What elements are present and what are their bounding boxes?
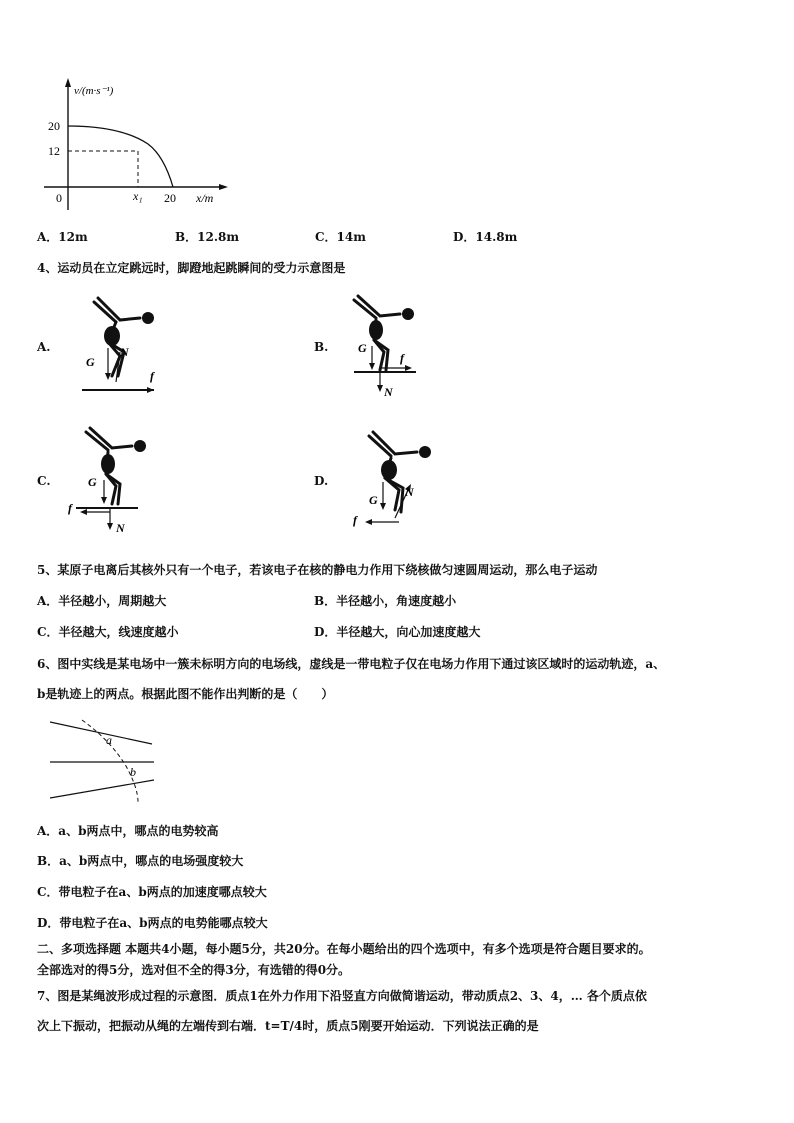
label-n: N xyxy=(405,485,414,499)
label-f: f xyxy=(150,369,154,383)
normal-arrowhead xyxy=(107,523,113,530)
jumper-figure-c xyxy=(66,422,161,537)
q6-option-c: C．带电粒子在a、b两点的加速度哪点较大 xyxy=(37,885,267,899)
q3-option-b: B．12.8m xyxy=(175,230,240,244)
friction-arrowhead xyxy=(405,365,412,371)
label-g: G xyxy=(88,475,97,489)
q5-option-d: D．半径越大，向心加速度越大 xyxy=(314,625,481,639)
velocity-curve xyxy=(68,126,173,187)
label-f: f xyxy=(353,513,357,527)
q5-option-a: A．半径越小，周期越大 xyxy=(37,594,167,608)
q3-option-a: A．12m xyxy=(37,230,88,244)
gravity-arrowhead xyxy=(101,497,107,504)
friction-arrowhead xyxy=(80,509,87,515)
label-n: N xyxy=(384,385,393,399)
tick-y12: 12 xyxy=(48,144,60,158)
q7-stem-line1: 7、图是某绳波形成过程的示意图．质点1在外力作用下沿竖直方向做简谐运动，带动质点2、3、4，… 各个质点依 xyxy=(37,989,647,1003)
q4-label-b: B. xyxy=(314,340,329,354)
point-a-label: a xyxy=(106,733,112,747)
q4-label-d: D. xyxy=(314,474,329,488)
q6-option-d: D．带电粒子在a、b两点的电势能哪点较大 xyxy=(37,916,268,930)
jumper-figure-a xyxy=(72,290,167,400)
label-g: G xyxy=(369,493,378,507)
athlete-torso xyxy=(369,320,383,340)
athlete-torso xyxy=(104,326,120,346)
gravity-arrowhead xyxy=(380,503,386,510)
q7-stem-line2: 次上下振动，把振动从绳的左端传到右端．t=T/4时，质点5刚要开始运动．下列说法正确的是 xyxy=(37,1019,539,1033)
friction-arrowhead xyxy=(147,387,154,393)
label-g: G xyxy=(86,355,95,369)
gravity-arrowhead xyxy=(105,373,111,380)
point-b-label: b xyxy=(130,765,136,779)
field-line-bottom xyxy=(50,780,154,798)
tick-origin: 0 xyxy=(56,191,62,205)
tick-y20: 20 xyxy=(48,119,60,133)
jumper-figure-b xyxy=(350,290,445,400)
athlete-torso xyxy=(381,460,397,480)
field-line-top xyxy=(50,722,152,744)
q4-label-a: A. xyxy=(37,340,51,354)
velocity-position-graph xyxy=(36,72,236,214)
label-n: N xyxy=(120,345,129,359)
athlete-head xyxy=(134,440,146,452)
y-axis-label: v/(m·s⁻¹) xyxy=(74,85,114,97)
athlete-head xyxy=(419,446,431,458)
q6-option-a: A．a、b两点中，哪点的电势较高 xyxy=(37,824,219,838)
label-g: G xyxy=(358,341,367,355)
q3-option-c: C．14m xyxy=(315,230,366,244)
tick-x20: 20 xyxy=(164,191,176,205)
x-axis-arrow xyxy=(219,184,228,190)
q5-option-c: C．半径越大，线速度越小 xyxy=(37,625,179,639)
q6-stem-line2: b是轨迹上的两点。根据此图不能作出判断的是（ ） xyxy=(37,687,334,701)
q6-option-b: B．a、b两点中，哪点的电场强度较大 xyxy=(37,854,244,868)
gravity-arrowhead xyxy=(369,363,375,370)
athlete-head xyxy=(142,312,154,324)
electric-field-figure xyxy=(44,718,162,804)
athlete-head xyxy=(402,308,414,320)
q3-option-d: D．14.8m xyxy=(453,230,518,244)
normal-arrowhead xyxy=(377,385,383,392)
tick-x1: x₁ xyxy=(133,189,143,203)
x-axis-label: x/m xyxy=(196,191,214,205)
label-f: f xyxy=(68,501,72,515)
q5-stem: 5、某原子电离后其核外只有一个电子，若该电子在核的静电力作用下绕核做匀速圆周运动，那么电子运动 xyxy=(37,563,598,577)
friction-arrowhead xyxy=(365,519,372,525)
q6-stem-line1: 6、图中实线是某电场中一簇未标明方向的电场线，虚线是一带电粒子仅在电场力作用下通过该区域时的运动轨迹，a、 xyxy=(37,657,666,671)
label-n: N xyxy=(116,521,125,535)
label-f: f xyxy=(400,351,404,365)
q5-option-b: B．半径越小，角速度越小 xyxy=(314,594,457,608)
section2-heading-line2: 全部选对的得5分，选对但不全的得3分，有选错的得0分。 xyxy=(37,963,351,977)
athlete-torso xyxy=(101,454,115,474)
y-axis-arrow xyxy=(65,78,71,87)
section2-heading-line1: 二、多项选择题 本题共4小题，每小题5分，共20分。在每小题给出的四个选项中，有多个选项是符合题目要求的。 xyxy=(37,942,651,956)
jumper-figure-d xyxy=(345,424,445,536)
q4-label-c: C. xyxy=(37,474,51,488)
q4-stem: 4、运动员在立定跳远时，脚蹬地起跳瞬间的受力示意图是 xyxy=(37,261,346,275)
